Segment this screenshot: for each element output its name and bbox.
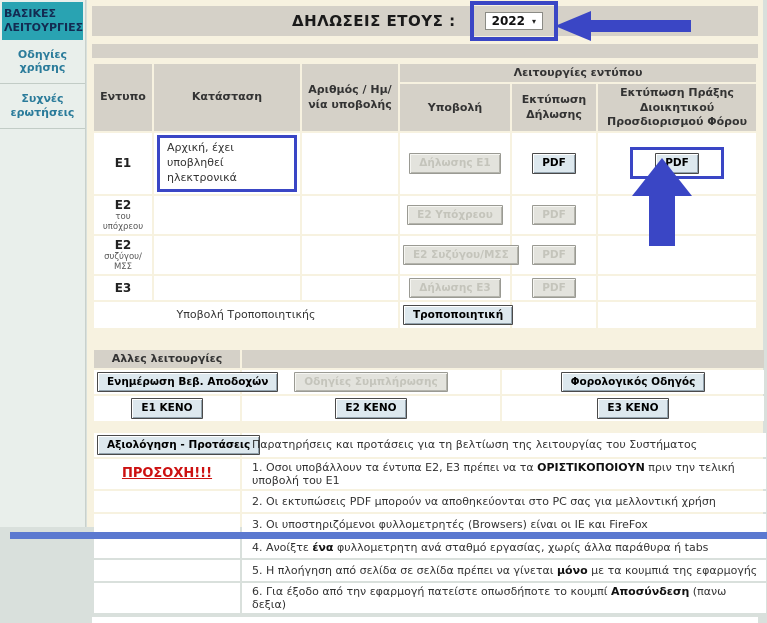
page-title: ΔΗΛΩΣΕΙΣ ΕΤΟΥΣ : <box>291 12 456 30</box>
e1-blank-button[interactable]: Ε1 ΚΕΝΟ <box>131 398 202 418</box>
pdf-act-e1-button[interactable]: PDF <box>655 153 699 173</box>
submit-e3-button: Δήλωσης Ε3 <box>409 278 500 298</box>
note-1: 1. Οσοι υποβάλλουν τα έντυπα Ε2, Ε3 πρέπει να τα ΟΡΙΣΤΙΚΟΠΟΙΟΥΝ πριν την τελική υποβολή του Ε1 <box>242 459 766 489</box>
arrow-annotation-year <box>555 11 695 41</box>
table-row-amendment <box>94 302 756 328</box>
sidebar-item-faq[interactable]: Συχνές ερωτήσεις <box>0 84 85 129</box>
submit-e1-button: Δήλωσης Ε1 <box>409 153 500 173</box>
amendment-label: Υποβολή Τροποποιητικής <box>94 302 398 328</box>
sidebar-item-usage-guide[interactable]: Οδηγίες χρήσης <box>0 40 85 85</box>
submit-e2-spouse-button: Ε2 Συζύγου/ΜΣΣ <box>403 245 519 265</box>
main-content <box>87 0 763 611</box>
other-functions-title: Αλλες λειτουργίες <box>94 350 240 368</box>
note-4: 4. Ανοίξτε ένα φυλλομετρητη ανά σταθμό εργασίας, χωρίς άλλα παράθυρα ή tabs <box>242 537 766 558</box>
sidebar-title: ΒΑΣΙΚΕΣ ΛΕΙΤΟΥΡΓΙΕΣ <box>2 2 83 40</box>
status-cell-e1 <box>154 133 300 194</box>
date-cell-e1 <box>302 133 398 194</box>
submit-e2-obligor-button: Ε2 Υπόχρεου <box>407 205 503 225</box>
other-functions-table <box>92 348 766 423</box>
status-highlight-box: Αρχική, έχει υποβληθεί ηλεκτρονικά <box>157 135 297 192</box>
arrow-left-icon <box>555 11 591 41</box>
col-header-status: Κατάσταση <box>154 64 300 131</box>
amendment-button[interactable]: Τροποποιητική <box>403 305 513 325</box>
pdf-declaration-e3-button: PDF <box>532 278 576 298</box>
note-5: 5. Η πλοήγηση από σελίδα σε σελίδα πρέπει να γίνεται μόνο με τα κουμπιά της εφαρμογής <box>242 560 766 581</box>
col-header-print-declaration: Εκτύπωση Δήλωσης <box>512 84 596 131</box>
pdf-declaration-e2-obligor-button: PDF <box>532 205 576 225</box>
col-header-form: Εντυπο <box>94 64 152 131</box>
col-header-submit: Υποβολή <box>400 84 510 131</box>
form-label-e3: Ε3 <box>94 276 152 300</box>
year-value: 2022 <box>491 14 525 28</box>
notes-table <box>92 431 767 615</box>
table-row-e3 <box>94 276 756 300</box>
filling-instructions-button: Οδηγίες Συμπλήρωσης <box>294 372 448 392</box>
col-header-number-date: Αριθμός / Ημ/νία υποβολής <box>302 64 398 131</box>
pdf-declaration-e2-spouse-button: PDF <box>532 245 576 265</box>
form-label-e2-spouse: Ε2 συζύγου/ΜΣΣ <box>94 236 152 274</box>
note-2: 2. Οι εκτυπώσεις PDF μπορούν να αποθηκεύονται στο PC σας για μελλοντική χρήση <box>242 491 766 512</box>
print-cell-e1 <box>512 133 596 194</box>
spacer-bar <box>92 44 758 58</box>
earnings-certificates-button[interactable]: Ενημέρωση Βεβ. Αποδοχών <box>97 372 278 392</box>
attention-label: ΠΡΟΣΟΧΗ!!! <box>121 466 213 482</box>
arrow-up-icon <box>632 158 692 196</box>
footer-spacer <box>92 617 758 623</box>
tax-guide-button[interactable]: Φορολογικός Οδηγός <box>561 372 706 392</box>
pdf-declaration-e1-button[interactable]: PDF <box>532 153 576 173</box>
feedback-button[interactable]: Αξιολόγηση - Προτάσεις <box>97 435 260 455</box>
col-header-functions: Λειτουργίες εντύπου <box>400 64 756 82</box>
note-6: 6. Για έξοδο από την εφαρμογή πατείστε οπωσδήποτε το κουμπί Αποσύνδεση (πανω δεξια) <box>242 583 766 613</box>
form-label-e1: Ε1 <box>94 133 152 194</box>
sidebar <box>0 0 86 527</box>
other-functions-title-spacer <box>242 350 764 368</box>
arrow-annotation-pdf <box>632 158 692 246</box>
submit-cell-e1 <box>400 133 510 194</box>
bottom-blue-bar <box>10 532 767 539</box>
form-label-e2-obligor: Ε2 του υπόχρεου <box>94 196 152 234</box>
year-dropdown[interactable] <box>485 12 543 30</box>
col-header-print-act: Εκτύπωση Πράξης Διοικητικού Προσδιορισμού Φόρου <box>598 84 756 131</box>
e3-blank-button[interactable]: Ε3 ΚΕΝΟ <box>597 398 668 418</box>
feedback-text: Παρατηρήσεις και προτάσεις για τη βελτίωση της λειτουργίας του Συστήματος <box>242 433 766 457</box>
e2-blank-button[interactable]: Ε2 ΚΕΝΟ <box>335 398 406 418</box>
year-highlight-box <box>470 1 558 41</box>
note-3: 3. Οι υποστηριζόμενοι φυλλομετρητές (Browsers) είναι οι IE και FireFox <box>242 514 766 535</box>
dropdown-caret-icon: ▾ <box>532 16 537 26</box>
